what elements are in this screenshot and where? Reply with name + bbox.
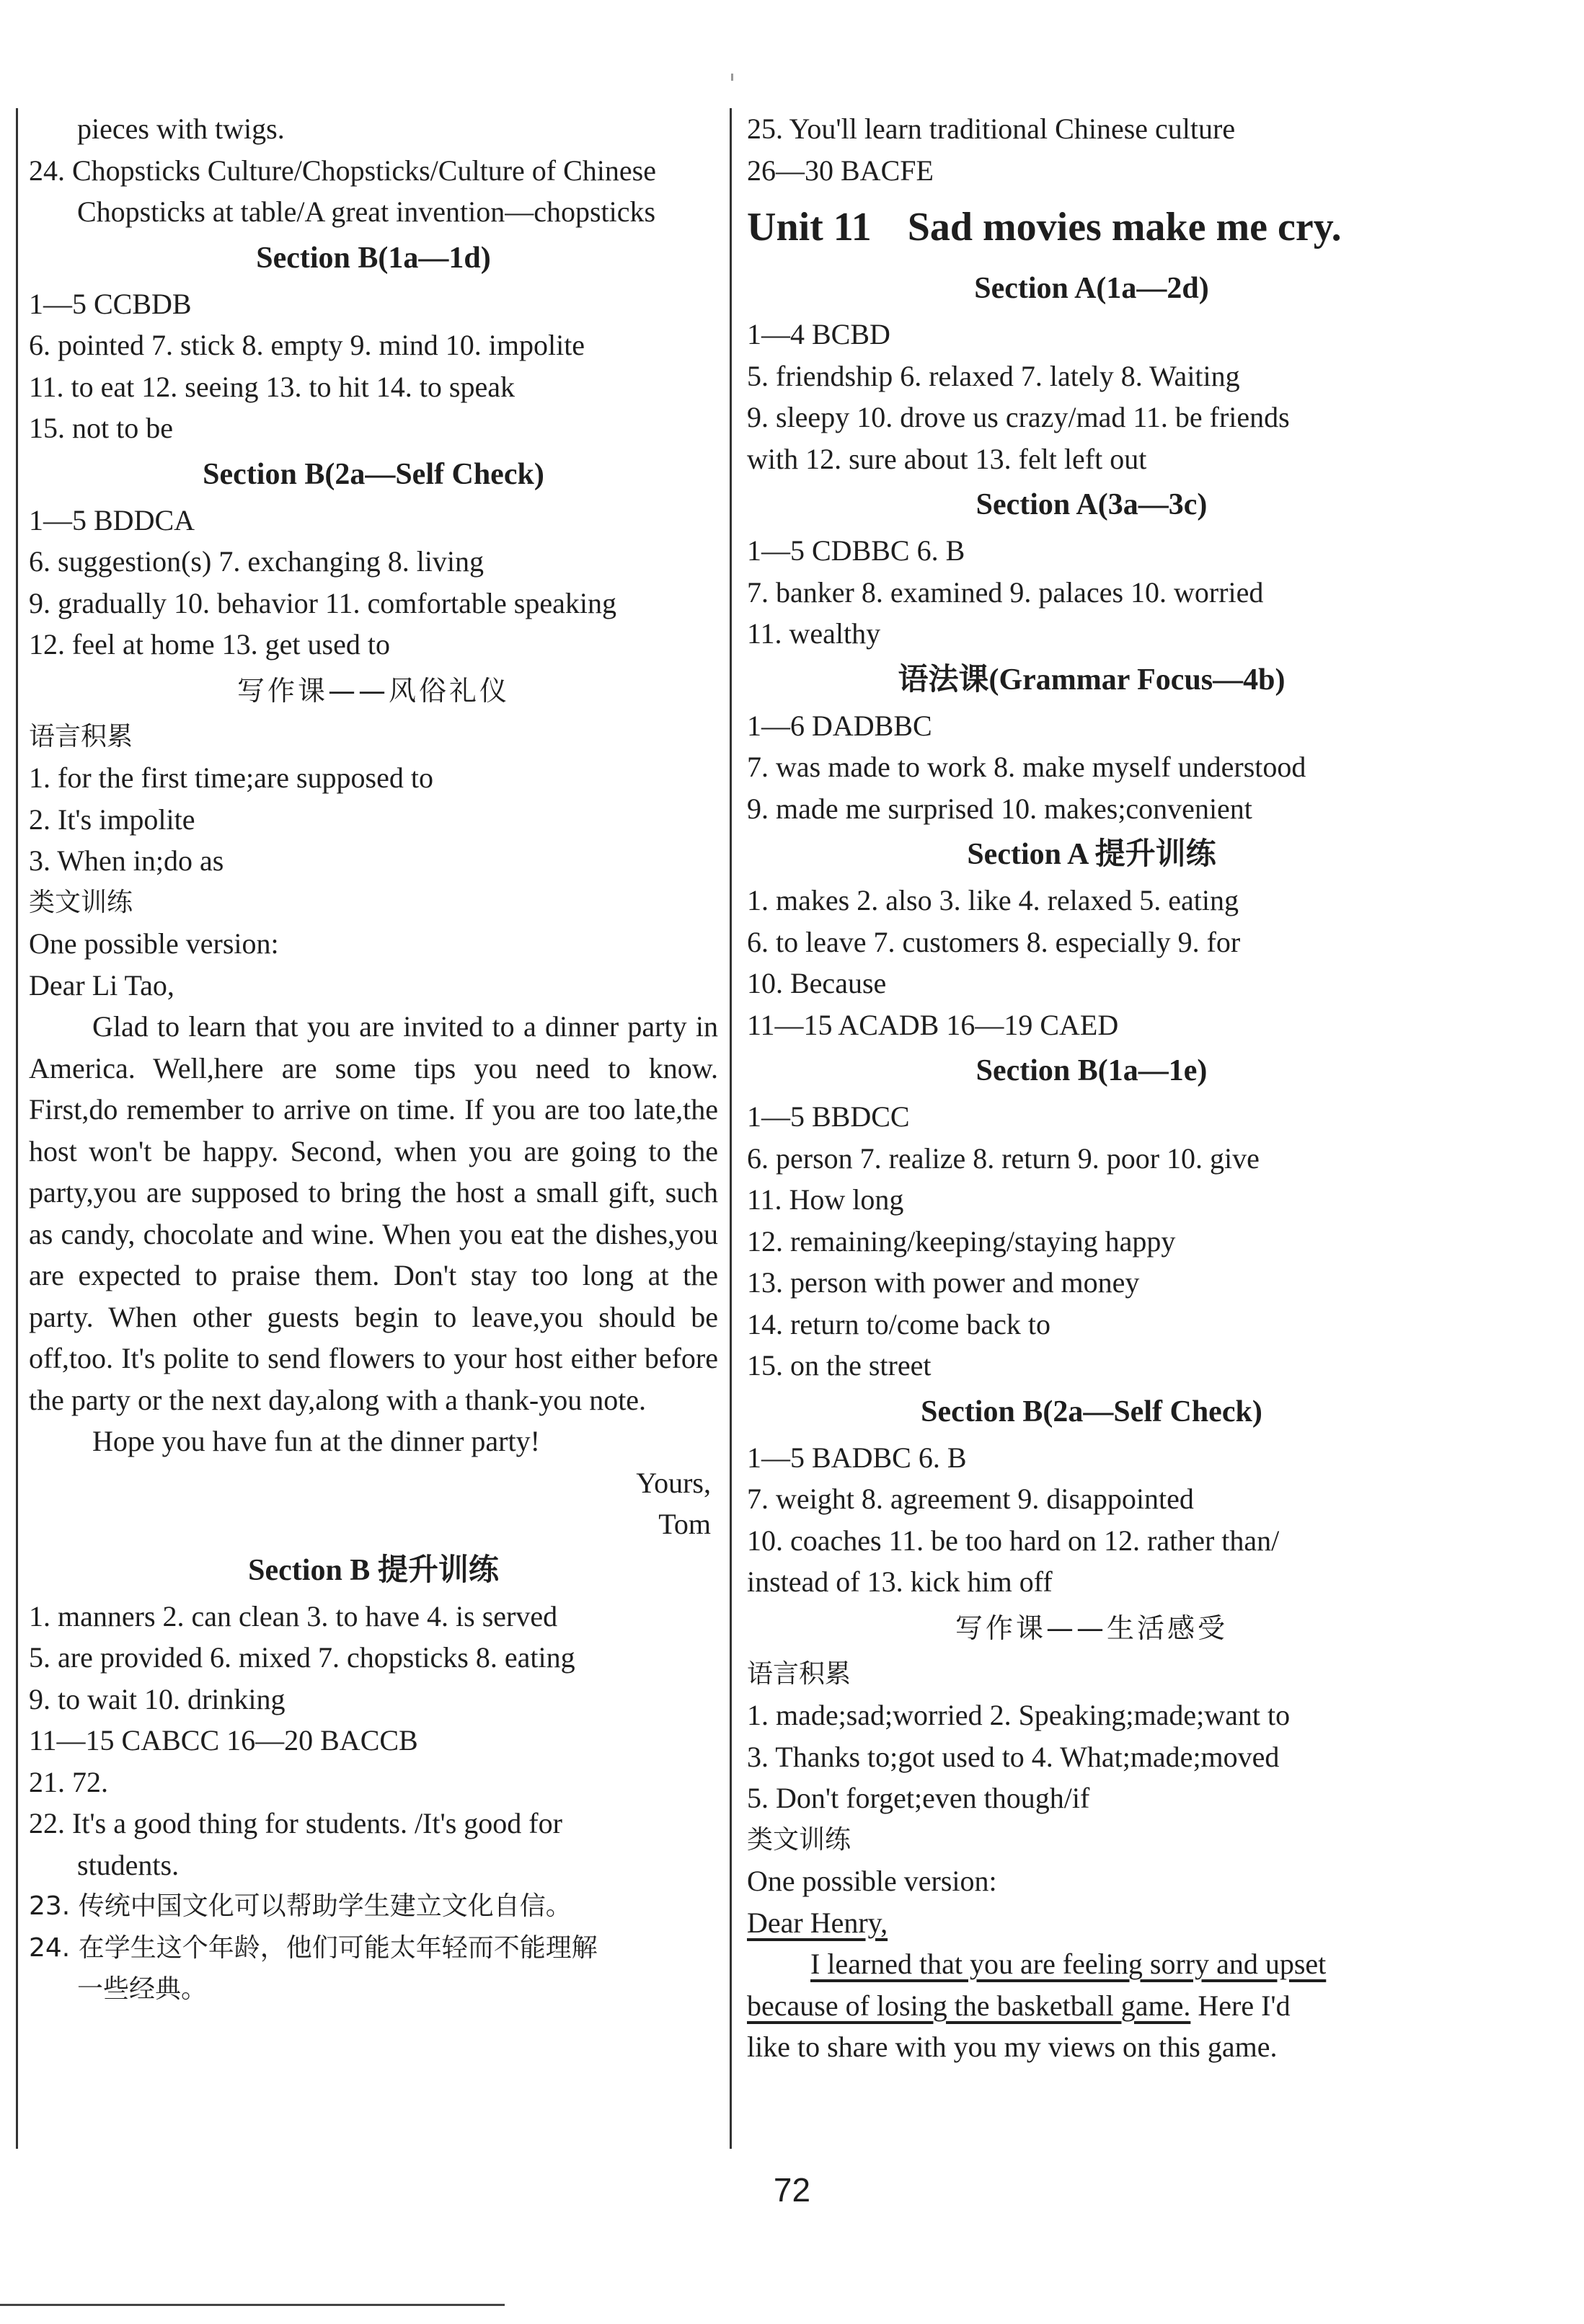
- question-number: 24.: [29, 154, 65, 187]
- subheading: 类文训练: [747, 1824, 851, 1855]
- answer-line: students.: [77, 1848, 180, 1881]
- answer-line: 6. pointed 7. stick 8. empty 9. mind 10. impolite: [29, 329, 585, 361]
- answer-text: Chopsticks Culture/Chopsticks/Culture of Chinese: [72, 154, 656, 187]
- answer-line: 24. 在学生这个年龄，他们可能太年轻而不能理解: [29, 1932, 598, 1963]
- answer-line: One possible version:: [29, 927, 279, 960]
- answer-line: 9. to wait 10. drinking: [29, 1682, 286, 1715]
- subheading: 语言积累: [29, 721, 133, 751]
- answer-line: 21. 72.: [29, 1765, 108, 1798]
- answer-line: 14. return to/come back to: [747, 1307, 1050, 1340]
- letter-paragraph: Hope you have fun at the dinner party!: [92, 1425, 540, 1457]
- section-heading: Section A(1a—2d): [974, 272, 1209, 305]
- answer-line: 一些经典。: [77, 1974, 208, 2004]
- unit-number: Unit 11: [747, 205, 872, 249]
- answer-line: instead of 13. kick him off: [747, 1565, 1053, 1598]
- answer-line: 1—4 BCBD: [747, 318, 890, 350]
- letter-greeting-text: Dear Henry,: [747, 1906, 888, 1939]
- page-number: 72: [773, 2171, 811, 2209]
- grammar-heading: 语法课(Grammar Focus—4b): [898, 663, 1286, 697]
- answer-line: 23. 传统中国文化可以帮助学生建立文化自信。: [29, 1891, 572, 1921]
- answer-line: 10. Because: [747, 967, 887, 999]
- answer-line: One possible version:: [747, 1865, 997, 1897]
- section-heading: Section B 提升训练: [248, 1553, 499, 1587]
- answer-line: 26—30 BACFE: [747, 154, 934, 187]
- section-heading: Section B(1a—1d): [256, 241, 491, 275]
- question-number: 22.: [29, 1807, 65, 1839]
- answer-line: 9. made me surprised 10. makes;convenient: [747, 792, 1252, 825]
- answer-line: 5. Don't forget;even though/if: [747, 1782, 1090, 1814]
- underlined-text: I learned that you are feeling sorry and upset: [810, 1948, 1327, 1980]
- answer-line: 3. When in;do as: [29, 844, 224, 877]
- answer-line: 1. makes 2. also 3. like 4. relaxed 5. eating: [747, 884, 1239, 916]
- answer-line: 15. on the street: [747, 1349, 932, 1382]
- answer-line: [29, 150, 718, 192]
- answer-text: It's a good thing for students. /It's good for: [72, 1807, 562, 1839]
- underlined-text: because of losing the basketball game.: [747, 1989, 1191, 2022]
- letter-line: [747, 1943, 1436, 1985]
- writing-lesson-heading: 写作课——风俗礼仪: [236, 674, 510, 707]
- answer-line: 1—5 CDBBC 6. B: [747, 534, 965, 567]
- answer-line: 9. sleepy 10. drove us crazy/mad 11. be friends: [747, 401, 1290, 433]
- answer-line: 6. to leave 7. customers 8. especially 9. for: [747, 925, 1241, 958]
- answer-line: 11—15 ACADB 16—19 CAED: [747, 1008, 1119, 1041]
- answer-line: 1. made;sad;worried 2. Speaking;made;want to: [747, 1699, 1291, 1731]
- answer-line: 11. to eat 12. seeing 13. to hit 14. to speak: [29, 370, 515, 403]
- letter-line: [747, 1985, 1436, 2027]
- section-heading: Section A 提升训练: [967, 838, 1216, 871]
- column-divider: [730, 108, 732, 2149]
- bottom-rule: [0, 2304, 505, 2306]
- left-margin-rule: [16, 108, 18, 2149]
- writing-lesson-heading: 写作课——生活感受: [955, 1612, 1228, 1644]
- answer-line: Chopsticks at table/A great invention—chopsticks: [77, 195, 656, 228]
- letter-paragraph: Glad to learn that you are invited to a dinner party in America. Well,here are some tips you need to know. First,do remember to arrive on time. If you are too late,the host won't be happy. Second, when you are going to the party,you are supposed to bring the host a small gift, such as candy, chocolate and wine. When you eat the dishes,you are expected to praise them. Don't stay too long at the party. When other guests begin to leave,you should be off,too. It's polite to send flowers to your host either before the party or the next day,along with a thank-you note.: [29, 1010, 718, 1416]
- answer-line: 1—5 BBDCC: [747, 1100, 910, 1133]
- right-column: [747, 108, 1436, 2068]
- answer-line: 1—5 CCBDB: [29, 287, 192, 320]
- answer-line: 13. person with power and money: [747, 1266, 1140, 1299]
- unit-title: [747, 191, 1436, 263]
- answer-line: 5. are provided 6. mixed 7. chopsticks 8. eating: [29, 1641, 575, 1674]
- letter-signature: Tom: [658, 1508, 711, 1540]
- answer-line: 1—6 DADBBC: [747, 709, 932, 742]
- unit-name: Sad movies make me cry.: [907, 205, 1342, 249]
- subheading: 语言积累: [747, 1658, 851, 1689]
- answer-line: with 12. sure about 13. felt left out: [747, 442, 1147, 475]
- answer-line: 15. not to be: [29, 412, 173, 444]
- answer-line: 12. feel at home 13. get used to: [29, 628, 390, 660]
- answer-line: 7. banker 8. examined 9. palaces 10. worried: [747, 575, 1264, 609]
- subheading: 类文训练: [29, 887, 133, 917]
- letter-text: Here I'd: [1190, 1989, 1291, 2022]
- answer-line: 5. friendship 6. relaxed 7. lately 8. Waiting: [747, 359, 1240, 392]
- answer-line: 3. Thanks to;got used to 4. What;made;moved: [747, 1740, 1280, 1773]
- answer-line: 6. person 7. realize 8. return 9. poor 10. give: [747, 1141, 1260, 1175]
- section-heading: Section B(2a—Self Check): [921, 1395, 1262, 1428]
- section-heading: Section B(1a—1e): [975, 1054, 1208, 1087]
- answer-line: 10. coaches 11. be too hard on 12. rather than/: [747, 1524, 1280, 1557]
- answer-line: 12. remaining/keeping/staying happy: [747, 1224, 1176, 1258]
- letter-line: like to share with you my views on this game.: [747, 2031, 1278, 2063]
- answer-line: 9. gradually 10. behavior 11. comfortable speaking: [29, 586, 616, 619]
- answer-line: [29, 1803, 718, 1844]
- answer-line: 1—5 BADBC 6. B: [747, 1441, 967, 1474]
- page-speck: [731, 74, 733, 81]
- answer-line: 11—15 CABCC 16—20 BACCB: [29, 1724, 418, 1757]
- letter-greeting: Dear Li Tao,: [29, 968, 174, 1002]
- answer-line: 11. How long: [747, 1183, 904, 1216]
- section-heading: Section A(3a—3c): [975, 488, 1208, 521]
- letter-greeting: [747, 1902, 1436, 1944]
- answer-line: 11. wealthy: [747, 617, 881, 650]
- answer-line: 7. was made to work 8. make myself understood: [747, 751, 1306, 783]
- answer-line: 2. It's impolite: [29, 803, 195, 836]
- answer-line: 25. You'll learn traditional Chinese culture: [747, 112, 1236, 145]
- answer-line: 7. weight 8. agreement 9. disappointed: [747, 1483, 1194, 1515]
- answer-line: 1. manners 2. can clean 3. to have 4. is served: [29, 1599, 558, 1632]
- answer-line: 1—5 BDDCA: [29, 503, 195, 536]
- answer-line: pieces with twigs.: [77, 112, 285, 145]
- answer-line: 1. for the first time;are supposed to: [29, 761, 433, 794]
- answer-line: 6. suggestion(s) 7. exchanging 8. living: [29, 545, 485, 578]
- letter-closing: Yours,: [636, 1466, 711, 1499]
- section-heading: Section B(2a—Self Check): [203, 457, 544, 491]
- left-column: [29, 108, 718, 2010]
